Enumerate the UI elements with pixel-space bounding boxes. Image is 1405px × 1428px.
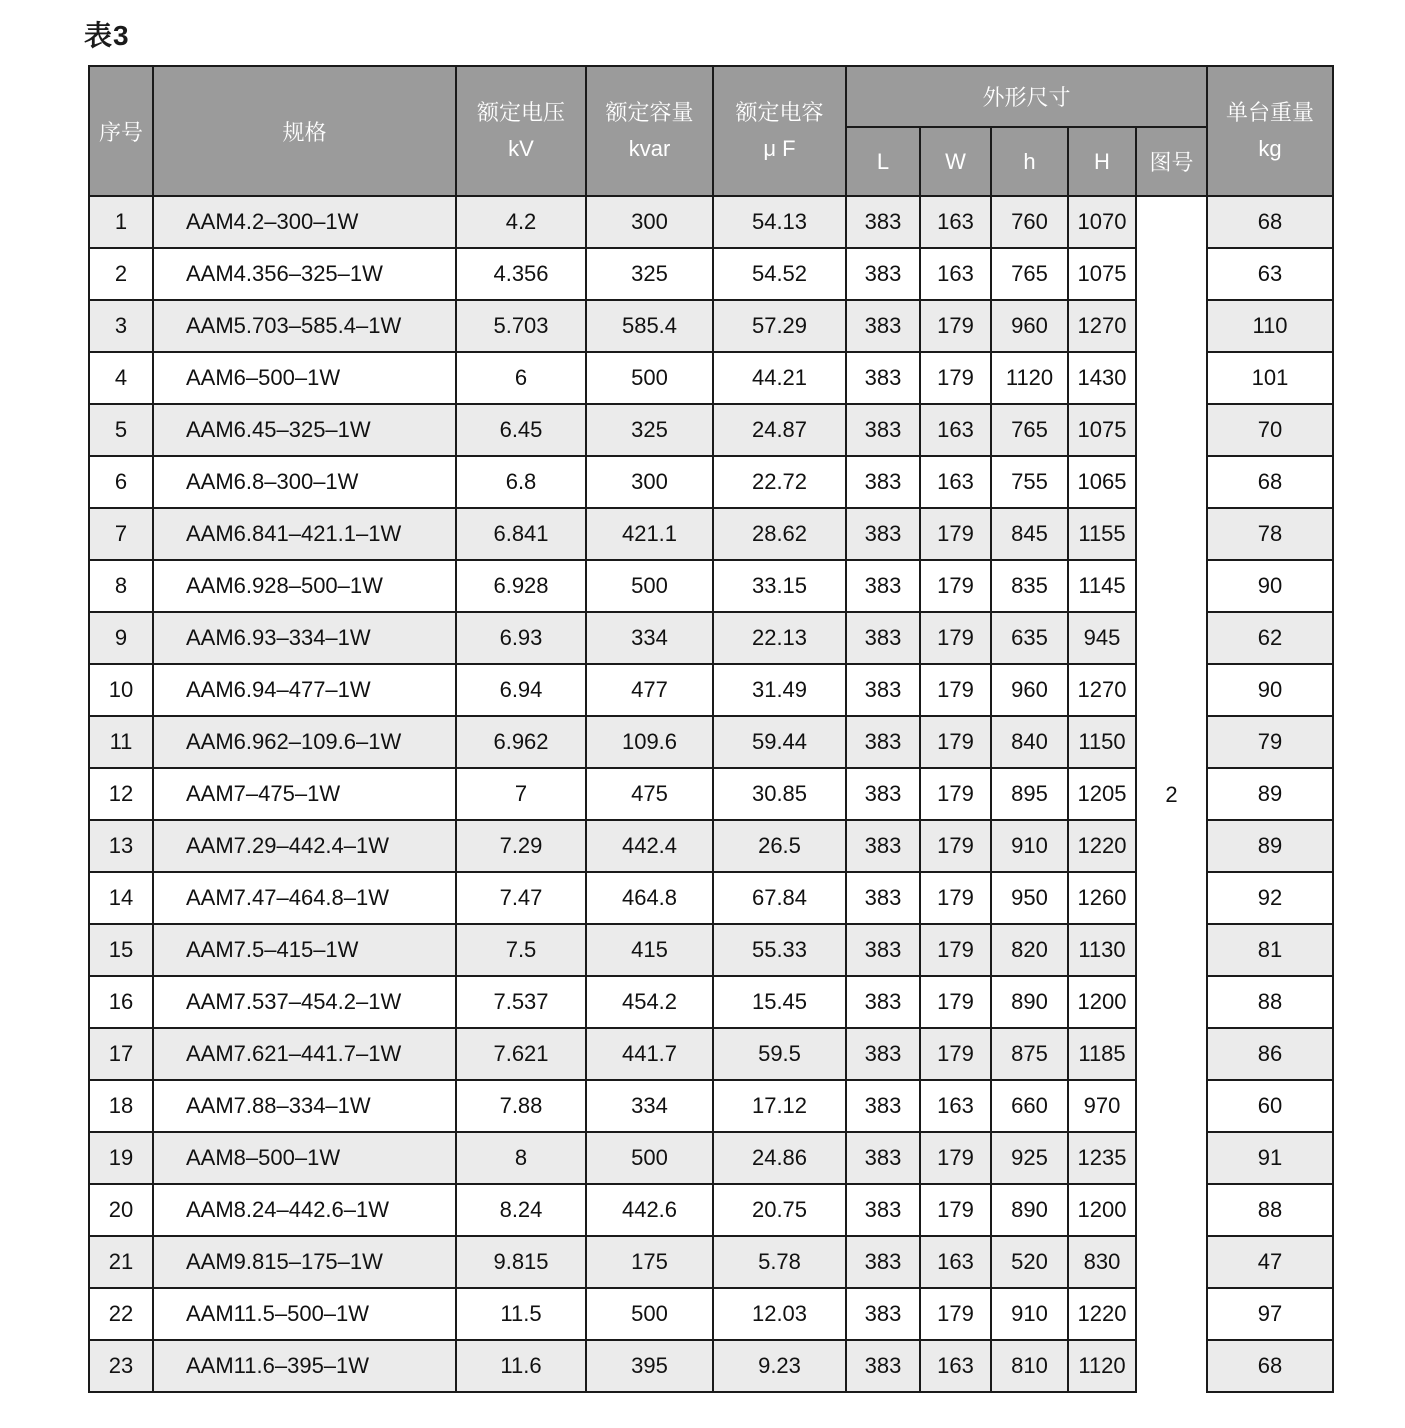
cell-dim-l: 383 <box>846 768 920 820</box>
cell-dim-h: 835 <box>991 560 1068 612</box>
cell-dim-h-total: 1220 <box>1068 1288 1136 1340</box>
col-header-dim-h-total: H <box>1068 127 1136 196</box>
cell-dim-l: 383 <box>846 248 920 300</box>
col-header-figure-no: 图号 <box>1136 127 1207 196</box>
cell-rated_capacity_kvar: 300 <box>586 456 713 508</box>
cell-spec: AAM6.928–500–1W <box>153 560 456 612</box>
cell-rated_voltage_kv: 11.5 <box>456 1288 586 1340</box>
cell-dim-l: 383 <box>846 352 920 404</box>
cell-rated_capacitance_uf: 59.5 <box>713 1028 846 1080</box>
cell-rated_voltage_kv: 6.8 <box>456 456 586 508</box>
cell-weight-kg: 90 <box>1207 664 1333 716</box>
rated-capacity-label: 额定容量 <box>605 100 694 125</box>
cell-dim-h: 925 <box>991 1132 1068 1184</box>
cell-serial: 4 <box>89 352 153 404</box>
cell-serial: 1 <box>89 196 153 248</box>
cell-rated_capacity_kvar: 415 <box>586 924 713 976</box>
cell-serial: 16 <box>89 976 153 1028</box>
cell-rated_capacity_kvar: 325 <box>586 404 713 456</box>
cell-dim-h-total: 1145 <box>1068 560 1136 612</box>
cell-spec: AAM6.93–334–1W <box>153 612 456 664</box>
cell-dim-l: 383 <box>846 404 920 456</box>
cell-rated_capacity_kvar: 442.6 <box>586 1184 713 1236</box>
cell-dim-h-total: 1200 <box>1068 976 1136 1028</box>
cell-rated_capacitance_uf: 33.15 <box>713 560 846 612</box>
cell-rated_voltage_kv: 8 <box>456 1132 586 1184</box>
cell-spec: AAM7.621–441.7–1W <box>153 1028 456 1080</box>
cell-rated_capacitance_uf: 22.13 <box>713 612 846 664</box>
cell-rated_voltage_kv: 7.537 <box>456 976 586 1028</box>
cell-rated_voltage_kv: 6.45 <box>456 404 586 456</box>
cell-serial: 20 <box>89 1184 153 1236</box>
header-row-top <box>89 66 1333 127</box>
cell-rated_voltage_kv: 4.356 <box>456 248 586 300</box>
cell-dim-l: 383 <box>846 820 920 872</box>
cell-dim-h: 910 <box>991 820 1068 872</box>
cell-weight-kg: 88 <box>1207 976 1333 1028</box>
cell-spec: AAM6–500–1W <box>153 352 456 404</box>
cell-rated_voltage_kv: 7.621 <box>456 1028 586 1080</box>
cell-dim-w: 179 <box>920 560 991 612</box>
cell-dim-h-total: 1120 <box>1068 1340 1136 1392</box>
cell-rated_voltage_kv: 5.703 <box>456 300 586 352</box>
cell-dim-h: 1120 <box>991 352 1068 404</box>
cell-dim-l: 383 <box>846 1340 920 1392</box>
cell-serial: 11 <box>89 716 153 768</box>
cell-rated_voltage_kv: 7.47 <box>456 872 586 924</box>
cell-rated_capacitance_uf: 17.12 <box>713 1080 846 1132</box>
cell-dim-h: 810 <box>991 1340 1068 1392</box>
unit-weight-unit: kg <box>1258 136 1282 161</box>
cell-weight-kg: 101 <box>1207 352 1333 404</box>
cell-dim-w: 179 <box>920 976 991 1028</box>
cell-serial: 5 <box>89 404 153 456</box>
cell-dim-w: 179 <box>920 1184 991 1236</box>
cell-dim-w: 163 <box>920 1340 991 1392</box>
cell-dim-w: 179 <box>920 820 991 872</box>
col-header-spec: 规格 <box>153 66 456 196</box>
cell-dim-h-total: 1130 <box>1068 924 1136 976</box>
cell-dim-h: 845 <box>991 508 1068 560</box>
cell-serial: 13 <box>89 820 153 872</box>
unit-weight-label: 单台重量 <box>1226 100 1315 125</box>
table-body <box>89 196 1333 1392</box>
cell-spec: AAM11.5–500–1W <box>153 1288 456 1340</box>
cell-dim-h-total: 1220 <box>1068 820 1136 872</box>
cell-dim-h: 875 <box>991 1028 1068 1080</box>
cell-rated_capacitance_uf: 28.62 <box>713 508 846 560</box>
cell-spec: AAM5.703–585.4–1W <box>153 300 456 352</box>
cell-dim-w: 163 <box>920 196 991 248</box>
rated-capacitance-label: 额定电容 <box>735 100 824 125</box>
cell-spec: AAM8.24–442.6–1W <box>153 1184 456 1236</box>
cell-weight-kg: 70 <box>1207 404 1333 456</box>
table-header <box>89 66 1333 196</box>
cell-weight-kg: 60 <box>1207 1080 1333 1132</box>
cell-rated_voltage_kv: 6.94 <box>456 664 586 716</box>
cell-serial: 19 <box>89 1132 153 1184</box>
cell-dim-w: 179 <box>920 612 991 664</box>
cell-spec: AAM4.2–300–1W <box>153 196 456 248</box>
cell-dim-h: 890 <box>991 976 1068 1028</box>
cell-dim-w: 163 <box>920 456 991 508</box>
cell-dim-h-total: 1270 <box>1068 664 1136 716</box>
cell-rated_voltage_kv: 6 <box>456 352 586 404</box>
cell-serial: 10 <box>89 664 153 716</box>
cell-dim-w: 179 <box>920 716 991 768</box>
cell-dim-h-total: 1205 <box>1068 768 1136 820</box>
cell-serial: 15 <box>89 924 153 976</box>
cell-rated_capacitance_uf: 31.49 <box>713 664 846 716</box>
cell-dim-l: 383 <box>846 300 920 352</box>
cell-weight-kg: 92 <box>1207 872 1333 924</box>
col-header-serial: 序号 <box>89 66 153 196</box>
cell-dim-h: 950 <box>991 872 1068 924</box>
cell-rated_capacity_kvar: 175 <box>586 1236 713 1288</box>
cell-rated_voltage_kv: 9.815 <box>456 1236 586 1288</box>
cell-rated_voltage_kv: 6.93 <box>456 612 586 664</box>
cell-dim-w: 179 <box>920 1132 991 1184</box>
cell-rated_capacity_kvar: 500 <box>586 1288 713 1340</box>
col-header-rated-capacitance <box>713 66 846 196</box>
cell-serial: 18 <box>89 1080 153 1132</box>
cell-rated_capacitance_uf: 44.21 <box>713 352 846 404</box>
cell-spec: AAM7.537–454.2–1W <box>153 976 456 1028</box>
cell-weight-kg: 68 <box>1207 456 1333 508</box>
cell-weight-kg: 81 <box>1207 924 1333 976</box>
cell-dim-h: 960 <box>991 664 1068 716</box>
cell-rated_capacity_kvar: 334 <box>586 1080 713 1132</box>
cell-rated_capacitance_uf: 59.44 <box>713 716 846 768</box>
cell-rated_capacity_kvar: 395 <box>586 1340 713 1392</box>
cell-dim-l: 383 <box>846 612 920 664</box>
cell-dim-w: 179 <box>920 1288 991 1340</box>
figure-number-cell: 2 <box>1136 196 1207 1392</box>
cell-dim-h-total: 1075 <box>1068 248 1136 300</box>
cell-rated_capacity_kvar: 585.4 <box>586 300 713 352</box>
cell-rated_capacitance_uf: 22.72 <box>713 456 846 508</box>
cell-dim-h-total: 1270 <box>1068 300 1136 352</box>
cell-dim-l: 383 <box>846 716 920 768</box>
cell-rated_voltage_kv: 6.928 <box>456 560 586 612</box>
cell-rated_voltage_kv: 7.88 <box>456 1080 586 1132</box>
cell-dim-h: 890 <box>991 1184 1068 1236</box>
cell-rated_voltage_kv: 11.6 <box>456 1340 586 1392</box>
cell-dim-l: 383 <box>846 1288 920 1340</box>
cell-spec: AAM6.962–109.6–1W <box>153 716 456 768</box>
cell-dim-h-total: 970 <box>1068 1080 1136 1132</box>
cell-serial: 12 <box>89 768 153 820</box>
cell-dim-h: 765 <box>991 248 1068 300</box>
cell-dim-h-total: 830 <box>1068 1236 1136 1288</box>
cell-dim-l: 383 <box>846 1184 920 1236</box>
cell-weight-kg: 78 <box>1207 508 1333 560</box>
cell-dim-h: 635 <box>991 612 1068 664</box>
cell-rated_capacity_kvar: 442.4 <box>586 820 713 872</box>
cell-rated_capacity_kvar: 464.8 <box>586 872 713 924</box>
cell-rated_capacitance_uf: 57.29 <box>713 300 846 352</box>
cell-dim-h-total: 1200 <box>1068 1184 1136 1236</box>
cell-dim-h-total: 1185 <box>1068 1028 1136 1080</box>
cell-dim-h: 765 <box>991 404 1068 456</box>
col-header-dim-h: h <box>991 127 1068 196</box>
cell-rated_capacitance_uf: 54.13 <box>713 196 846 248</box>
cell-rated_capacitance_uf: 24.86 <box>713 1132 846 1184</box>
cell-dim-w: 179 <box>920 352 991 404</box>
cell-dim-h: 840 <box>991 716 1068 768</box>
cell-spec: AAM7.47–464.8–1W <box>153 872 456 924</box>
cell-rated_voltage_kv: 4.2 <box>456 196 586 248</box>
cell-rated_capacity_kvar: 454.2 <box>586 976 713 1028</box>
cell-dim-h: 755 <box>991 456 1068 508</box>
cell-weight-kg: 89 <box>1207 820 1333 872</box>
cell-dim-l: 383 <box>846 976 920 1028</box>
cell-dim-w: 163 <box>920 248 991 300</box>
cell-rated_capacity_kvar: 500 <box>586 1132 713 1184</box>
cell-dim-l: 383 <box>846 1028 920 1080</box>
cell-spec: AAM6.94–477–1W <box>153 664 456 716</box>
cell-dim-w: 179 <box>920 300 991 352</box>
cell-dim-h-total: 1260 <box>1068 872 1136 924</box>
cell-spec: AAM6.45–325–1W <box>153 404 456 456</box>
cell-serial: 3 <box>89 300 153 352</box>
cell-dim-w: 179 <box>920 1028 991 1080</box>
cell-rated_capacity_kvar: 421.1 <box>586 508 713 560</box>
cell-dim-l: 383 <box>846 924 920 976</box>
cell-dim-h-total: 1430 <box>1068 352 1136 404</box>
cell-dim-h-total: 1065 <box>1068 456 1136 508</box>
cell-dim-w: 179 <box>920 664 991 716</box>
cell-rated_capacitance_uf: 5.78 <box>713 1236 846 1288</box>
cell-weight-kg: 90 <box>1207 560 1333 612</box>
cell-serial: 17 <box>89 1028 153 1080</box>
cell-spec: AAM11.6–395–1W <box>153 1340 456 1392</box>
cell-serial: 2 <box>89 248 153 300</box>
cell-spec: AAM7.5–415–1W <box>153 924 456 976</box>
cell-rated_capacitance_uf: 67.84 <box>713 872 846 924</box>
cell-rated_voltage_kv: 7.5 <box>456 924 586 976</box>
cell-spec: AAM6.8–300–1W <box>153 456 456 508</box>
cell-dim-h-total: 1075 <box>1068 404 1136 456</box>
cell-spec: AAM6.841–421.1–1W <box>153 508 456 560</box>
rated-voltage-unit: kV <box>508 136 534 161</box>
cell-weight-kg: 68 <box>1207 1340 1333 1392</box>
cell-weight-kg: 79 <box>1207 716 1333 768</box>
cell-rated_capacitance_uf: 12.03 <box>713 1288 846 1340</box>
cell-rated_capacitance_uf: 26.5 <box>713 820 846 872</box>
cell-serial: 14 <box>89 872 153 924</box>
cell-dim-h-total: 1070 <box>1068 196 1136 248</box>
cell-dim-w: 163 <box>920 1236 991 1288</box>
cell-spec: AAM8–500–1W <box>153 1132 456 1184</box>
col-header-rated-capacity <box>586 66 713 196</box>
cell-spec: AAM4.356–325–1W <box>153 248 456 300</box>
cell-rated_capacitance_uf: 15.45 <box>713 976 846 1028</box>
cell-serial: 21 <box>89 1236 153 1288</box>
rated-voltage-label: 额定电压 <box>476 100 565 125</box>
cell-dim-h-total: 1150 <box>1068 716 1136 768</box>
cell-dim-l: 383 <box>846 1080 920 1132</box>
col-header-unit-weight <box>1207 66 1333 196</box>
cell-serial: 23 <box>89 1340 153 1392</box>
cell-rated_capacitance_uf: 20.75 <box>713 1184 846 1236</box>
cell-spec: AAM7–475–1W <box>153 768 456 820</box>
cell-weight-kg: 91 <box>1207 1132 1333 1184</box>
cell-rated_voltage_kv: 6.841 <box>456 508 586 560</box>
cell-dim-l: 383 <box>846 1132 920 1184</box>
col-header-dimensions-group: 外形尺寸 <box>846 66 1207 127</box>
capacitor-spec-table <box>88 65 1334 1393</box>
cell-spec: AAM7.88–334–1W <box>153 1080 456 1132</box>
col-header-dim-l: L <box>846 127 920 196</box>
cell-dim-h-total: 945 <box>1068 612 1136 664</box>
cell-weight-kg: 110 <box>1207 300 1333 352</box>
cell-weight-kg: 86 <box>1207 1028 1333 1080</box>
cell-weight-kg: 88 <box>1207 1184 1333 1236</box>
cell-dim-l: 383 <box>846 456 920 508</box>
cell-dim-l: 383 <box>846 1236 920 1288</box>
cell-weight-kg: 62 <box>1207 612 1333 664</box>
cell-rated_voltage_kv: 7 <box>456 768 586 820</box>
cell-rated_capacitance_uf: 9.23 <box>713 1340 846 1392</box>
table-title: 表3 <box>84 20 130 51</box>
cell-weight-kg: 89 <box>1207 768 1333 820</box>
cell-weight-kg: 47 <box>1207 1236 1333 1288</box>
cell-dim-w: 163 <box>920 1080 991 1132</box>
cell-dim-h: 660 <box>991 1080 1068 1132</box>
cell-rated_capacity_kvar: 109.6 <box>586 716 713 768</box>
cell-rated_capacity_kvar: 325 <box>586 248 713 300</box>
cell-rated_voltage_kv: 6.962 <box>456 716 586 768</box>
cell-serial: 8 <box>89 560 153 612</box>
cell-rated_capacity_kvar: 500 <box>586 560 713 612</box>
cell-rated_capacity_kvar: 475 <box>586 768 713 820</box>
cell-dim-w: 179 <box>920 872 991 924</box>
cell-dim-w: 179 <box>920 508 991 560</box>
cell-dim-h: 960 <box>991 300 1068 352</box>
cell-dim-l: 383 <box>846 508 920 560</box>
cell-rated_capacitance_uf: 55.33 <box>713 924 846 976</box>
cell-serial: 6 <box>89 456 153 508</box>
cell-dim-l: 383 <box>846 560 920 612</box>
cell-weight-kg: 68 <box>1207 196 1333 248</box>
cell-dim-h: 820 <box>991 924 1068 976</box>
cell-rated_capacitance_uf: 24.87 <box>713 404 846 456</box>
table-row <box>89 196 1333 248</box>
cell-dim-l: 383 <box>846 196 920 248</box>
cell-rated_voltage_kv: 8.24 <box>456 1184 586 1236</box>
rated-capacity-unit: kvar <box>628 136 671 161</box>
cell-spec: AAM9.815–175–1W <box>153 1236 456 1288</box>
cell-dim-w: 179 <box>920 924 991 976</box>
cell-dim-h: 520 <box>991 1236 1068 1288</box>
cell-dim-h: 910 <box>991 1288 1068 1340</box>
col-header-dim-w: W <box>920 127 991 196</box>
cell-dim-h: 760 <box>991 196 1068 248</box>
cell-spec: AAM7.29–442.4–1W <box>153 820 456 872</box>
cell-rated_capacitance_uf: 54.52 <box>713 248 846 300</box>
cell-dim-h-total: 1155 <box>1068 508 1136 560</box>
cell-weight-kg: 63 <box>1207 248 1333 300</box>
cell-serial: 22 <box>89 1288 153 1340</box>
cell-rated_capacitance_uf: 30.85 <box>713 768 846 820</box>
cell-dim-w: 163 <box>920 404 991 456</box>
cell-rated_capacity_kvar: 300 <box>586 196 713 248</box>
rated-capacitance-unit: μ F <box>763 136 796 161</box>
cell-serial: 9 <box>89 612 153 664</box>
cell-dim-h-total: 1235 <box>1068 1132 1136 1184</box>
cell-dim-l: 383 <box>846 664 920 716</box>
cell-dim-l: 383 <box>846 872 920 924</box>
cell-dim-w: 179 <box>920 768 991 820</box>
cell-rated_capacity_kvar: 500 <box>586 352 713 404</box>
col-header-rated-voltage <box>456 66 586 196</box>
cell-rated_voltage_kv: 7.29 <box>456 820 586 872</box>
cell-rated_capacity_kvar: 441.7 <box>586 1028 713 1080</box>
cell-serial: 7 <box>89 508 153 560</box>
cell-dim-h: 895 <box>991 768 1068 820</box>
cell-rated_capacity_kvar: 334 <box>586 612 713 664</box>
cell-rated_capacity_kvar: 477 <box>586 664 713 716</box>
cell-weight-kg: 97 <box>1207 1288 1333 1340</box>
